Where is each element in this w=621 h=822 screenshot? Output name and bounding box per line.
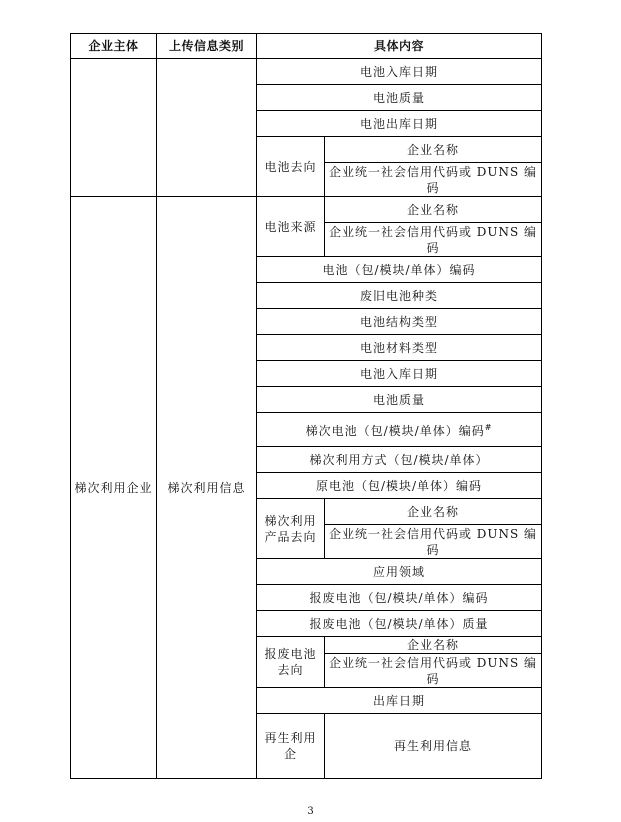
content-cell: 企业统一社会信用代码或 DUNS 编码: [325, 163, 542, 197]
category-label: 再生利用信息: [325, 714, 542, 779]
content-cell: 电池入库日期: [257, 361, 542, 387]
content-cell: 企业名称: [325, 197, 542, 223]
content-cell: 企业统一社会信用代码或 DUNS 编码: [325, 525, 542, 559]
content-cell: 原电池（包/模块/单体）编码: [257, 473, 542, 499]
content-cell: 电池结构类型: [257, 309, 542, 335]
content-cell: 电池入库日期: [257, 59, 542, 85]
content-cell: 电池质量: [257, 85, 542, 111]
enterprise-label: 梯次利用企业: [71, 197, 157, 779]
content-cell: 梯次利用方式（包/模块/单体）: [257, 447, 542, 473]
enterprise-label: 再生利用企: [257, 714, 325, 779]
category-label: 梯次利用信息: [157, 197, 257, 779]
content-cell: 企业名称: [325, 137, 542, 163]
page-number: 3: [307, 806, 314, 817]
content-cell: 电池质量: [257, 387, 542, 413]
subgroup-label: 梯次利用产品去向: [257, 499, 325, 559]
content-cell: 企业名称: [325, 499, 542, 525]
header-enterprise: 企业主体: [71, 34, 157, 59]
content-cell: 报废电池（包/模块/单体）编码: [257, 585, 542, 611]
content-cell: 电池材料类型: [257, 335, 542, 361]
subgroup-label: 报废电池去向: [257, 637, 325, 688]
content-cell: 电池出库日期: [257, 111, 542, 137]
content-cell: [257, 413, 542, 447]
content-cell: 企业统一社会信用代码或 DUNS 编码: [325, 223, 542, 257]
subgroup-label: 电池去向: [257, 137, 325, 197]
subgroup-label: 电池来源: [257, 197, 325, 257]
data-upload-table: [70, 33, 542, 779]
blank-enterprise-cell: [71, 59, 157, 197]
content-cell: 企业名称: [325, 637, 542, 654]
cascade-code-text: 梯次电池（包/模块/单体）编码: [305, 424, 485, 438]
footnote-mark: #: [484, 423, 493, 432]
content-cell: 废旧电池种类: [257, 283, 542, 309]
content-cell: 应用领域: [257, 559, 542, 585]
content-cell: 出库日期: [257, 688, 542, 714]
content-cell: 企业统一社会信用代码或 DUNS 编码: [325, 654, 542, 688]
header-content: 具体内容: [257, 34, 542, 59]
content-cell: 电池（包/模块/单体）编码: [257, 257, 542, 283]
header-info-category: 上传信息类别: [157, 34, 257, 59]
content-cell: 报废电池（包/模块/单体）质量: [257, 611, 542, 637]
blank-category-cell: [157, 59, 257, 197]
